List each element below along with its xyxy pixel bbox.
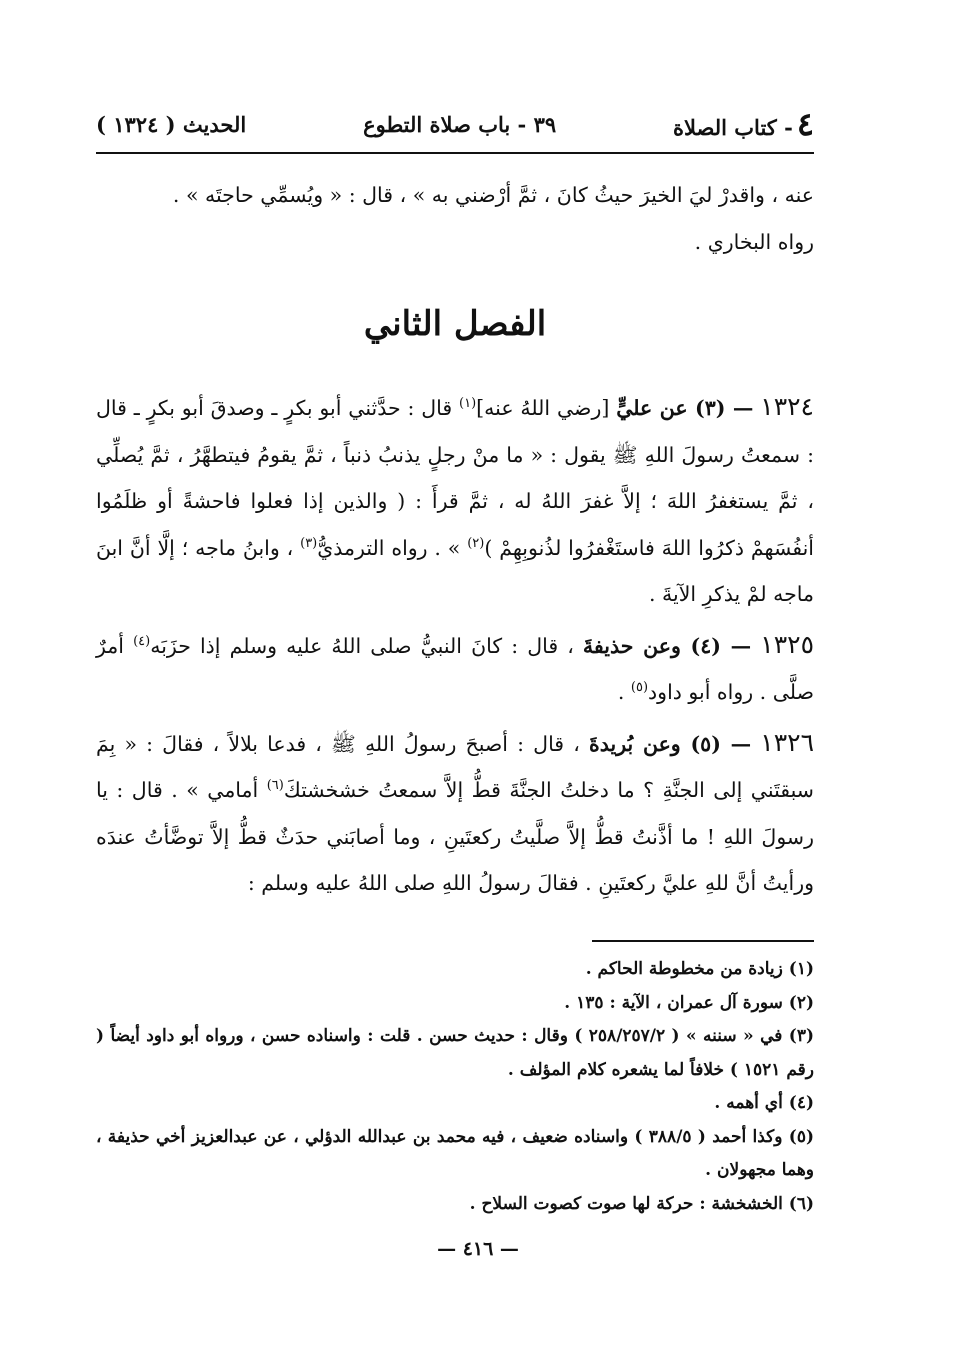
- hadith-1326: [96, 720, 814, 907]
- hadith-lead: — (٥) وعن بُريدةَ: [589, 731, 752, 756]
- hadith-text: أمرٌ صلَّى . رواه أبو داود: [96, 633, 814, 704]
- hadith-list: [96, 384, 814, 911]
- hadith-reference: الحديث ( ١٣٢٤ ): [96, 111, 247, 137]
- footnote: (٥) وكذا أحمد ( ٣٨٨/٥ ) واسناده ضعيف ، فيه محمد بن عبدالله الدؤلي ، عن عبدالعزيز أخي حذيفة ، وهما مجهولان .: [96, 1126, 814, 1180]
- footnote-ref: (٢): [467, 535, 485, 551]
- hadith-text: قال : حدَّثني أبو بكرٍ ـ وصدقَ أبو بكرٍ ـ قال : سمعتُ رسولَ اللهِ ﷺ يقول : « ما منْ رجلٍ يذنبُ ذنباً ، ثمَّ يقومُ فيتطهَّرُ ، ثمَّ يُصلِّي ، ثمَّ يستغفرُ اللهَ ؛ إلاَّ غفرَ اللهُ له ، ثمَّ قرأَ : ( والذين إذا فعلوا فاحشةً أو ظلَمُوا أنفُسَهمْ ذكرُوا اللهَ فاستَغْفرُوا لذُنوبِهِمْ ): [96, 396, 815, 560]
- footnote: (١) زيادة من مخطوطة الحاكم .: [585, 959, 814, 979]
- footnote-ref: (٦): [266, 778, 284, 794]
- header-divider: [96, 152, 814, 154]
- hadith-number: ١٣٢٥: [760, 629, 814, 659]
- hadith-text: ، قال : كانَ النبيُّ صلى اللهُ عليه وسلم إذا حزَبَه: [150, 633, 583, 658]
- intro-line: رواه البخاري .: [694, 229, 814, 254]
- footnotes: [96, 953, 814, 1221]
- book-heading: [673, 105, 814, 143]
- footnote-ref: (٣): [300, 535, 318, 551]
- book-title: - كتاب الصلاة: [672, 115, 793, 140]
- hadith-text: .: [617, 680, 631, 704]
- hadith-text: » . رواه الترمذيُّ: [317, 535, 468, 560]
- footnote-ref: (٥): [630, 680, 649, 696]
- hadith-lead: — (٤) وعن حذيفةَ: [582, 633, 752, 658]
- running-header: [96, 104, 814, 144]
- footnote-ref: (٤): [133, 633, 151, 649]
- hadith-number: ١٣٢٦: [760, 727, 814, 757]
- intro-line: عنه ، واقدرْ ليَ الخيرَ حيثُ كانَ ، ثمَّ أرْضني به » ، قال : « ويُسمِّي حاجتَه » .: [172, 183, 814, 207]
- hadith-lead: — (٣) عن عليٍّ: [616, 396, 754, 420]
- intro-text: [96, 172, 814, 265]
- hadith-1324: [96, 384, 814, 618]
- section-title: الفصل الثاني: [363, 304, 547, 344]
- footnote: (٣) في « سننه » ( ٢٥٨/٢٥٧/٢ ) وقال : حديث حسن . قلت : واسناده حسن ، ورواه أبو داود أيضاً ( رقم ١٥٢١ ) خلافاً لما يشعره كلام المؤلف .: [96, 1026, 814, 1080]
- hadith-number: ١٣٢٤: [760, 392, 814, 421]
- footnote-divider: [592, 940, 814, 942]
- footnote: (٢) سورة آل عمران ، الآية : ١٣٥ .: [564, 992, 814, 1013]
- hadith-text: ، قال : أصبحَ رسولُ اللهِ ﷺ ، فدعا بلالاً ، فقالَ : « بِمَ سبقتَني إلى الجنَّةِ ؟ ما دخلتُ الجنَّةَ قطُّ إلاَّ سمعتُ خشخشتكَ: [96, 731, 814, 802]
- hadith-text: ، وابنُ ماجه ؛ إلَّا أنَّ ابنَ ماجه لمْ يذكرِ الآيةَ .: [96, 535, 814, 606]
- hadith-text: [رضي اللهُ عنه]: [476, 396, 617, 420]
- footnote: (٤) أي أهمه .: [714, 1093, 814, 1113]
- book-number: ٤: [796, 105, 814, 143]
- page-number: — ٤١٦ —: [437, 1238, 519, 1260]
- hadith-text: أمامي » . قال : يا رسولَ اللهِ ! ما أذَّنتُ قطُّ إلاَّ صلَّيتُ ركعتَينِ ، وما أصابَني حدَثٌ قطُّ إلاَّ توضَّأتُ عندَه ورأيتُ أنَّ للهِ عليَّ ركعتَينِ . فقالَ رسولُ اللهِ صلى اللهُ عليه وسلم :: [96, 778, 814, 895]
- chapter-title: ٣٩ - باب صلاة التطوع: [363, 111, 557, 137]
- hadith-1325: [96, 622, 814, 716]
- footnote-ref: (١): [459, 396, 477, 412]
- footnote: (٦) الخشخشة : حركة لها صوت كصوت السلاح .: [469, 1193, 814, 1214]
